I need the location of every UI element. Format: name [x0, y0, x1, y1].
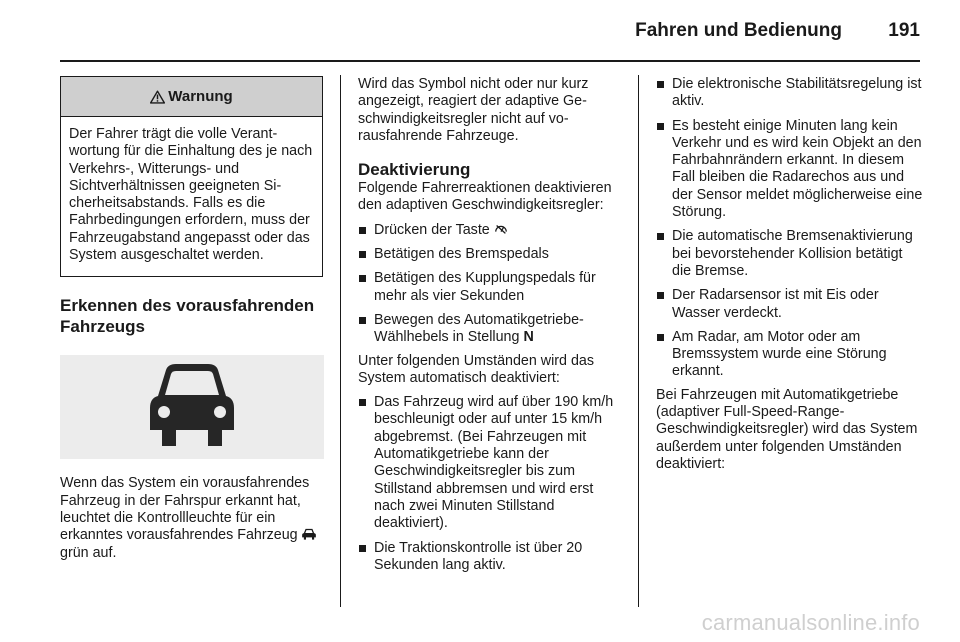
warning-box [60, 76, 323, 277]
list-item: Die Traktionskontrolle ist über 20 Sekunden lang aktiv. [358, 540, 626, 575]
header-rule [60, 60, 920, 62]
auto-deactivation-lead: Unter folgenden Umständen wird das System automatisch deaktiviert: [358, 352, 595, 386]
page-number: 191 [888, 20, 920, 41]
list-item: Der Radarsensor ist mit Eis oder Wasser verdeckt. [656, 287, 924, 322]
gear-position: N [523, 329, 534, 346]
cruise-cancel-icon [494, 223, 508, 235]
page-header [0, 18, 960, 48]
column-divider [340, 75, 341, 607]
watermark: carmanualsonline.info [701, 610, 920, 635]
warning-triangle-icon [150, 90, 165, 104]
list-item: Es besteht einige Minuten lang kein Verkehr und es wird kein Objekt an den Fahrbahnrändern erkannt. In diesem Fall bleiben die Radarechos aus und der Sensor meldet möglicherweise eine Störung. [656, 118, 924, 222]
list-item: Betätigen des Kupplungspedals für mehr als vier Sekunden [358, 270, 626, 305]
detection-text: Wenn das System ein vorausfahrendes Fahrzeug in der Fahrspur erkannt hat, leuchtet die Kontrollleuchte für ein erkanntes vorausfahrendes Fahrzeug [60, 475, 310, 544]
list-item: Die automatische Bremsenaktivierung bei bevorstehender Kollision betätigt die Bremse. [656, 228, 924, 280]
car-front-icon [144, 362, 240, 452]
deactivation-lead: Folgende Fahrerreaktionen deaktivieren den adaptiven Geschwindigkeitsregler: [358, 180, 612, 214]
header-title: Fahren und Bedienung [635, 20, 842, 41]
list-item: Das Fahrzeug wird auf über 190 km/h beschleunigt oder auf unter 15 km/h abgebremst. (Bei Fahrzeugen mit Automatikgetriebe kann der Geschwindigkeitsregler bis zum Stillstand abbremsen und wird erst nach zwei Minuten Stillstand deaktiviert). [358, 394, 626, 532]
warning-text: Der Fahrer trägt die volle Verantwortung für die Einhaltung des je nach Verkehrs-, Witterungs- und Sichtverhältnissen geeigneten Sicherheitsabstands. Falls es die Fahrbedingungen erfordern, muss der Fahrzeugabstand angepasst oder das System ausgeschaltet werden. [69, 126, 313, 264]
list-item: Am Radar, am Motor oder am Bremssystem wurde eine Störung erkannt. [656, 329, 924, 381]
warning-title: Warnung [168, 87, 233, 105]
column-right [656, 76, 924, 473]
list-item: Bewegen des Automatikgetriebe-Wählhebels in Stellung N [358, 312, 626, 347]
detection-paragraph [60, 475, 324, 561]
column-middle [358, 76, 626, 574]
driver-actions-list [358, 222, 626, 347]
column-divider [638, 75, 639, 607]
car-indicator-inline-icon [302, 528, 316, 540]
car-indicator-image [60, 355, 324, 459]
section-heading-detection: Erkennen des vorausfahrenden Fahrzeugs [60, 296, 315, 337]
list-item: Betätigen des Bremspedals [358, 246, 626, 263]
list-item: Drücken der Taste [358, 222, 626, 239]
list-item: Die elektronische Stabilitätsregelung ist aktiv. [656, 76, 924, 111]
auto-deactivation-list-continued [656, 76, 924, 381]
automatic-transmission-paragraph: Bei Fahrzeugen mit Automatikgetriebe (adaptiver Full-Speed-Range-Geschwindigkeitsregler) wird das System außerdem unter folgenden Umständen deaktiviert: [656, 386, 918, 472]
warning-header [61, 77, 322, 117]
auto-deactivation-list [358, 394, 626, 574]
section-heading-deactivation: Deaktivierung [358, 160, 471, 180]
column-left [60, 76, 324, 562]
detection-text-end: grün auf. [60, 544, 117, 561]
symbol-paragraph: Wird das Symbol nicht oder nur kurz angezeigt, reagiert der adaptive Geschwindigkeitsregler nicht auf vorausfahrende Fahrzeuge. [358, 76, 589, 144]
